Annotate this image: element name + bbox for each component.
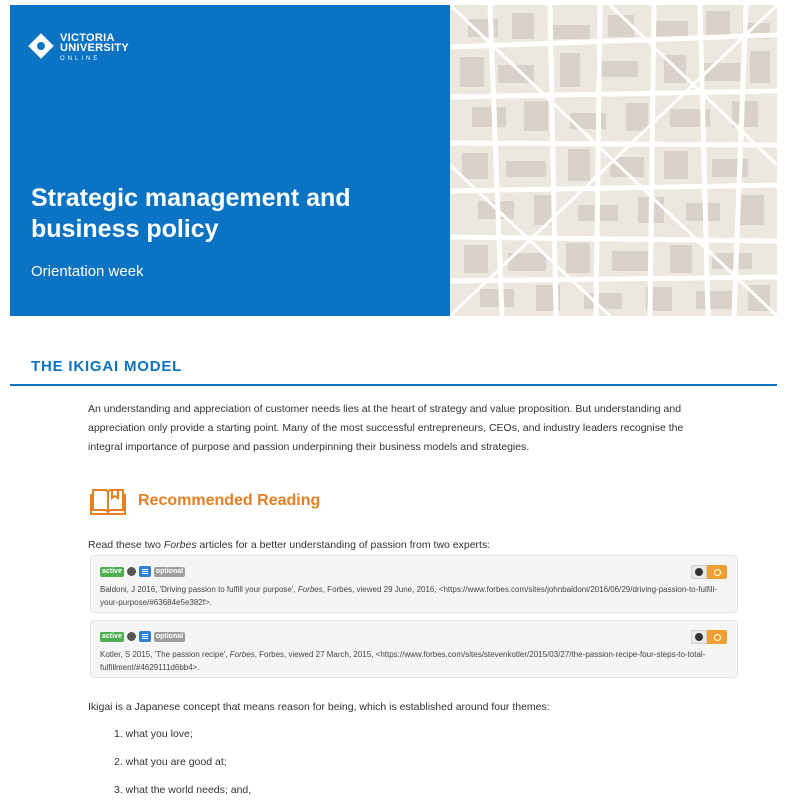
reading-intro-after: articles for a better understanding of passion from two experts: — [196, 539, 491, 551]
open-link-button[interactable] — [691, 565, 707, 579]
citation-before: Baldoni, J 2016, 'Driving passion to fulfill your purpose', — [100, 585, 298, 594]
section-title: THE IKIGAI MODEL — [31, 358, 183, 375]
reading-intro — [88, 536, 712, 555]
globe-icon[interactable] — [127, 567, 136, 576]
page-title: Strategic management and business policy — [31, 184, 351, 243]
list-item: 3. what the world needs; and, — [114, 784, 252, 796]
intro-paragraph: An understanding and appreciation of customer needs lies at the heart of strategy and value proposition. But understanding and appreciation only provide a starting point. Many of the most successful entrepreneurs, CEOs, and industry leaders recognise the integral importance of purpose and passion underpinning their business models and strategies. — [88, 403, 684, 453]
active-badge: active — [102, 632, 122, 640]
globe-icon[interactable] — [127, 632, 136, 641]
list-item: 1. what you love; — [114, 728, 193, 740]
reading-intro-before: Read these two — [88, 539, 164, 551]
banner-blue-panel — [10, 5, 450, 316]
citation-actions — [691, 565, 727, 579]
list-icon[interactable] — [139, 631, 151, 642]
open-book-icon — [90, 486, 126, 516]
banner-map-image — [450, 5, 777, 316]
optional-badge: optional — [155, 567, 184, 575]
citation-after: , Forbes, viewed 27 March, 2015, <https://www.forbes.com/sites/stevenkotler/2015/03/27/the-passion-recipe-four-steps-to-total-fulfillment/#4629111d6bb4>. — [100, 650, 706, 672]
logo-line-1: VICTORIA — [60, 32, 115, 44]
recommended-reading-heading — [90, 486, 320, 516]
page-subtitle: Orientation week — [31, 263, 144, 280]
logo-line-2: UNIVERSITY — [60, 42, 130, 54]
university-logo[interactable] — [30, 33, 129, 64]
status-button[interactable] — [707, 630, 727, 644]
citation-card — [90, 555, 738, 613]
globe-icon — [695, 568, 703, 576]
section-divider — [10, 384, 777, 386]
logo-line-3: ONLINE — [60, 56, 101, 62]
citation-publication: Forbes — [297, 585, 323, 594]
citation-after: , Forbes, viewed 29 June, 2016, <https://www.forbes.com/sites/johnbaldoni/2016/06/29/driving-passion-to-fulfill-your-purpose/#63684e5e382f>. — [100, 585, 717, 607]
ikigai-intro: Ikigai is a Japanese concept that means reason for being, which is established around four themes: — [88, 701, 550, 713]
citation-publication: Forbes — [229, 650, 255, 659]
reading-intro-publication: Forbes — [163, 539, 197, 551]
list-icon[interactable] — [139, 566, 151, 577]
active-badge: active — [102, 567, 122, 575]
course-banner — [10, 5, 777, 316]
globe-icon — [695, 633, 703, 641]
citation-before: Kotler, S 2015, 'The passion recipe', — [100, 650, 230, 659]
citation-badges — [100, 566, 188, 577]
logo-diamond-icon — [28, 33, 53, 58]
map-illustration — [450, 5, 777, 316]
citation-text[interactable] — [100, 583, 720, 609]
logo-text — [60, 33, 129, 64]
recommended-reading-label: Recommended Reading — [138, 492, 321, 509]
status-button[interactable] — [707, 565, 727, 579]
open-link-button[interactable] — [691, 630, 707, 644]
citation-card — [90, 620, 738, 678]
optional-badge: optional — [155, 632, 184, 640]
list-item: 2. what you are good at; — [114, 756, 227, 768]
clock-icon — [714, 569, 721, 576]
citation-badges — [100, 631, 188, 642]
clock-icon — [714, 634, 721, 641]
citation-text[interactable] — [100, 648, 720, 674]
citation-actions — [691, 630, 727, 644]
